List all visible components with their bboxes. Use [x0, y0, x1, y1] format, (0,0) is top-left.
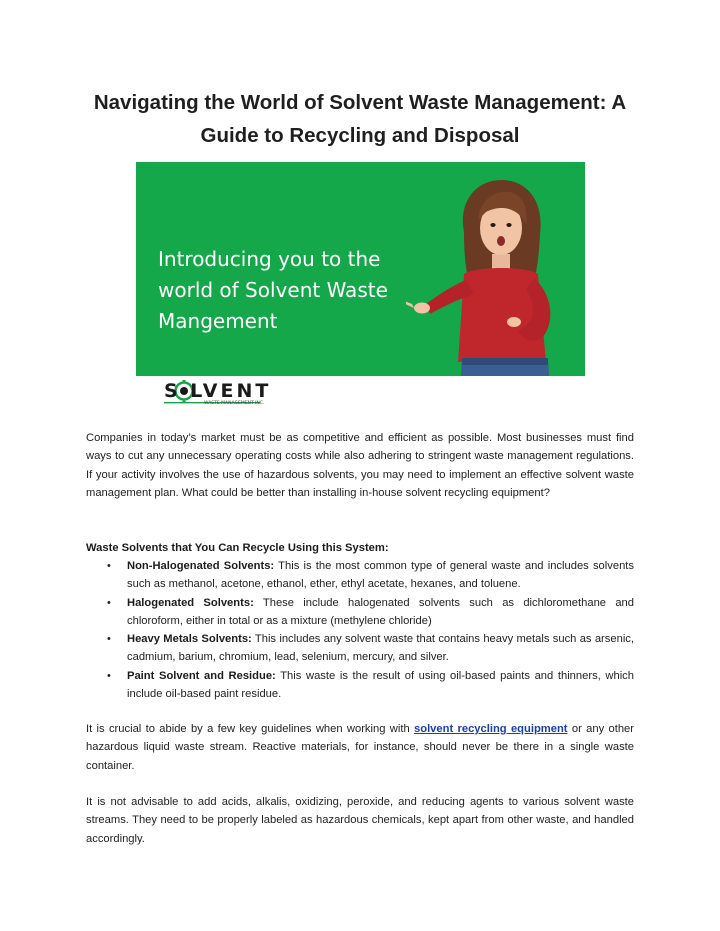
- guidelines-text-after: or any other hazardous liquid waste stream. Reactive materials, for instance, should never be there in a single waste container.: [86, 723, 634, 772]
- logo-band: [136, 376, 585, 414]
- bullet-icon: •: [107, 633, 111, 646]
- bullet-icon: •: [107, 669, 111, 682]
- list-item: [86, 594, 634, 631]
- list-item: [86, 630, 634, 667]
- list-heading: Waste Solvents that You Can Recycle Using this System:: [86, 542, 389, 554]
- solvent-types-list: [86, 557, 634, 703]
- hero-headline-line-2: world of Solvent Waste: [158, 278, 388, 302]
- list-item-term: Heavy Metals Solvents:: [127, 633, 252, 646]
- list-item-text: This waste is the result of using oil-based paints and thinners, which include oil-based paint residue.: [127, 669, 634, 701]
- logo-wordmark: S LVENT: [164, 380, 272, 402]
- list-item-text: This includes any solvent waste that contains heavy metals such as arsenic, cadmium, barium, chromium, lead, selenium, mercury, and silver.: [127, 633, 635, 664]
- hero-headline: [158, 244, 448, 337]
- hero-headline-line-3: Mangement: [158, 309, 278, 333]
- page-title: [60, 86, 660, 152]
- list-item-term: Non-Halogenated Solvents:: [127, 560, 275, 572]
- intro-paragraph: Companies in today’s market must be as competitive and efficient as possible. Most businesses must find ways to cut any unnecessary operating costs while also adhering to stringent waste management regulations. If your activity involves the use of hazardous solvents, you may need to implement an effective solvent waste management plan. What could be better than installing in-house solvent recycling equipment?: [86, 432, 634, 499]
- guidelines-text-before: It is crucial to abide by a few key guidelines when working with: [86, 723, 415, 735]
- list-item: [86, 667, 634, 704]
- hero-banner-image: [136, 162, 585, 414]
- title-line-2: Guide to Recycling and Disposal: [200, 124, 520, 147]
- bullet-icon: •: [107, 560, 111, 572]
- company-logo: [162, 380, 272, 410]
- list-item-term: Paint Solvent and Residue:: [127, 669, 276, 682]
- list-item-text: These include halogenated solvents such as dichloromethane and chloroform, either in total or as a mixture (methylene chloride): [127, 596, 634, 627]
- bullet-icon: •: [107, 596, 111, 609]
- title-line-1: Navigating the World of Solvent Waste Management: A: [93, 91, 627, 114]
- hero-headline-line-1: Introducing you to the: [158, 247, 381, 271]
- list-item-term: Halogenated Solvents:: [127, 596, 254, 609]
- logo-tagline: WASTE MANAGEMENT INC.: [204, 401, 265, 406]
- list-item: [86, 557, 634, 594]
- guidelines-paragraph: [86, 720, 634, 775]
- solvent-recycling-equipment-link[interactable]: solvent recycling equipment: [414, 723, 568, 735]
- closing-paragraph: It is not advisable to add acids, alkalis, oxidizing, peroxide, and reducing agents to various solvent waste streams. They need to be properly labeled as hazardous chemicals, kept apart from other waste, and handled accordingly.: [86, 796, 634, 845]
- list-item-text: This is the most common type of general waste and includes solvents such as methanol, acetone, ethanol, ether, ethyl acetate, hexanes, and toluene.: [127, 560, 635, 591]
